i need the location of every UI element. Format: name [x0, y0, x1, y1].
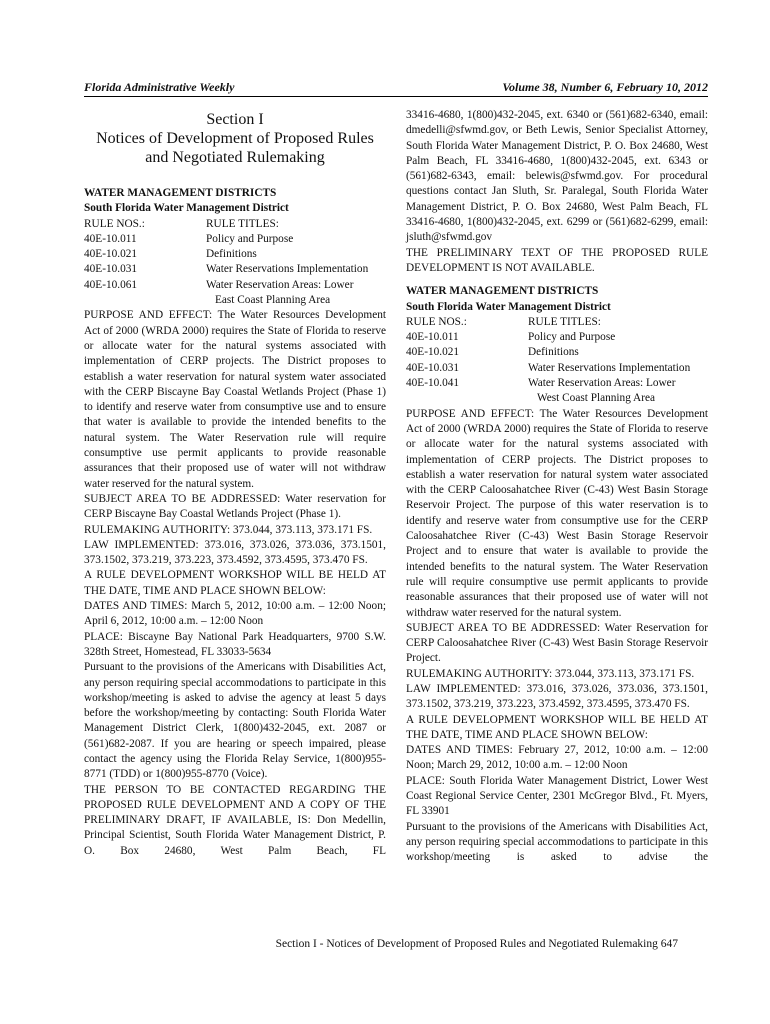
rule-number: 40E-10.041 — [406, 377, 460, 390]
rule-title: Water Reservation Areas: Lower — [528, 377, 676, 390]
page-number: 647 — [660, 938, 678, 950]
subject-area: SUBJECT AREA TO BE ADDRESSED: Water Reservation for CERP Caloosahatchee River (C-43) West Basin Storage Reservoir Project. — [406, 621, 708, 665]
rule-row — [84, 247, 386, 262]
rule-number: 40E-10.011 — [84, 232, 137, 245]
rule-row — [84, 262, 386, 277]
district-name: South Florida Water Management District — [406, 300, 611, 313]
rule-number: 40E-10.011 — [406, 331, 459, 344]
left-column — [84, 108, 386, 859]
rule-number: 40E-10.031 — [406, 361, 460, 374]
page-footer — [276, 938, 678, 950]
rule-header-row — [406, 315, 708, 330]
purpose-and-effect: PURPOSE AND EFFECT: The Water Resources Development Act of 2000 (WRDA 2000) requires the State of Florida to reserve or allocate water for the natural systems associated with implementation of CERP projects. The District proposes to establish a water reservation for natural system water associated with the CERP Biscayne Bay Coastal Wetlands Project (Phase 1) to identify and reserve water from consumptive use and to ensure that water is available to provide the intended benefits to the natural system. The Water Reservation rule will require consumptive use permit applicants to provide reasonable assurances that their proposed use of water will not withdraw water reserved for the natural system. — [84, 309, 386, 490]
rule-nos-label: RULE NOS.: — [406, 315, 467, 328]
rule-title: Policy and Purpose — [206, 232, 294, 245]
law-implemented: LAW IMPLEMENTED: 373.016, 373.026, 373.036, 373.1501, 373.1502, 373.219, 373.223, 373.4592, 373.4595, 373.470 FS. — [406, 682, 708, 711]
rule-title: Water Reservations Implementation — [206, 263, 369, 276]
section-title-line: and Negotiated Rulemaking — [145, 149, 325, 166]
contact-person: THE PERSON TO BE CONTACTED REGARDING THE PROPOSED RULE DEVELOPMENT AND A COPY OF THE PRELIMINARY DRAFT, IF AVAILABLE, IS: Don Medellin, Principal Scientist, South Florida Water Management District, P. O. Box 24680, West Palm Beach, FL — [84, 783, 386, 857]
rule-title: Water Reservation Areas: Lower — [206, 278, 354, 291]
district-name: South Florida Water Management District — [84, 202, 289, 215]
footer-section-text: Section I - Notices of Development of Proposed Rules and Negotiated Rulemaking — [275, 938, 658, 950]
publication-name: Florida Administrative Weekly — [84, 80, 235, 94]
rule-row — [406, 345, 708, 360]
rulemaking-authority: RULEMAKING AUTHORITY: 373.044, 373.113, 373.171 FS. — [84, 523, 373, 536]
rule-row — [406, 376, 708, 391]
running-header — [84, 80, 708, 97]
rule-titles-label: RULE TITLES: — [206, 217, 279, 230]
dates-and-times: DATES AND TIMES: March 5, 2012, 10:00 a.m. – 12:00 Noon; April 6, 2012, 10:00 a.m. – 12:00 Noon — [84, 600, 386, 628]
rule-nos-label: RULE NOS.: — [84, 217, 145, 230]
workshop-notice: A RULE DEVELOPMENT WORKSHOP WILL BE HELD AT THE DATE, TIME AND PLACE SHOWN BELOW: — [84, 569, 386, 597]
rule-title-continuation: East Coast Planning Area — [215, 294, 331, 307]
contact-continued: 33416-4680, 1(800)432-2045, ext. 6340 or (561)682-6340, email: dmedelli@sfwmd.gov, or Beth Lewis, Senior Specialist Attorney, South Florida Water Management District, P. O. Box 24680, West Palm Beach, FL 33416-4680, 1(800)432-2045, ext. 6343 or (561)682-6343, email: belewis@sfwmd.gov. For procedural questions contact Jan Sluth, Sr. Paralegal, South Florida Water Management District, P. O. Box 24680, West Palm Beach, FL 33416-4680, 1(800)432-2045, ext. 6299 or (561)682-6299, email: jsluth@sfwmd.gov — [406, 109, 708, 244]
dates-and-times: DATES AND TIMES: February 27, 2012, 10:00 a.m. – 12:00 Noon; March 29, 2012, 10:00 a.m. – 12:00 Noon — [406, 744, 708, 772]
rulemaking-authority: RULEMAKING AUTHORITY: 373.044, 373.113, 373.171 FS. — [406, 667, 695, 680]
section-title-line: Notices of Development of Proposed Rules — [96, 130, 374, 147]
right-column — [406, 108, 708, 866]
purpose-and-effect: PURPOSE AND EFFECT: The Water Resources Development Act of 2000 (WRDA 2000) requires the State of Florida to reserve or allocate water for the natural systems associated with implementation of CERP projects. The District proposes to establish a water reservation for natural system water associated with the CERP Caloosahatchee River (C-43) West Basin Storage Reservoir Project. The purpose of this water reservation is to identify and reserve water from consumptive use for the CERP Caloosahatchee River (C-43) West Basin Storage Reservoir Project and to ensure that water is available to provide the intended benefits to the natural system. The Water Reservation rule will require consumptive use permit applicants to provide reasonable assurances that their proposed use of water will not withdraw water reserved for the natural system. — [406, 407, 708, 619]
volume-info: Volume 38, Number 6, February 10, 2012 — [502, 80, 708, 94]
rule-titles-label: RULE TITLES: — [528, 315, 601, 328]
agency-heading: WATER MANAGEMENT DISTRICTS — [84, 187, 277, 199]
rule-row — [84, 278, 386, 293]
rule-row — [406, 330, 708, 345]
place: PLACE: Biscayne Bay National Park Headquarters, 9700 S.W. 328th Street, Homestead, FL 33033-5634 — [84, 630, 386, 658]
law-implemented: LAW IMPLEMENTED: 373.016, 373.026, 373.036, 373.1501, 373.1502, 373.219, 373.223, 373.4592, 373.4595, 373.470 FS. — [84, 538, 386, 567]
ada-notice: Pursuant to the provisions of the Americans with Disabilities Act, any person requiring special accommodations to participate in this workshop/meeting is asked to advise the — [406, 820, 708, 864]
section-title — [84, 110, 386, 167]
subject-area: SUBJECT AREA TO BE ADDRESSED: Water reservation for CERP Biscayne Bay Coastal Wetlands Project (Phase 1). — [84, 492, 386, 521]
preliminary-text-notice: THE PRELIMINARY TEXT OF THE PROPOSED RULE DEVELOPMENT IS NOT AVAILABLE. — [406, 246, 708, 274]
agency-heading: WATER MANAGEMENT DISTRICTS — [406, 285, 599, 298]
rule-number: 40E-10.021 — [406, 346, 460, 359]
place: PLACE: South Florida Water Management District, Lower West Coast Regional Service Center, 2301 McGregor Blvd., Ft. Myers, FL 33901 — [406, 774, 708, 818]
workshop-notice: A RULE DEVELOPMENT WORKSHOP WILL BE HELD AT THE DATE, TIME AND PLACE SHOWN BELOW: — [406, 713, 708, 741]
rule-number: 40E-10.021 — [84, 248, 138, 261]
rule-title-continuation: West Coast Planning Area — [537, 392, 656, 405]
rule-header-row — [84, 217, 386, 232]
rule-row — [84, 232, 386, 247]
rule-number: 40E-10.061 — [84, 278, 138, 291]
rule-title: Definitions — [206, 248, 257, 261]
rule-title: Definitions — [528, 346, 579, 359]
section-title-line: Section I — [206, 111, 264, 128]
rule-title: Water Reservations Implementation — [528, 361, 691, 374]
ada-notice: Pursuant to the provisions of the Americans with Disabilities Act, any person requiring special accommodations to participate in this workshop/meeting is asked to advise the agency at least 5 days before the workshop/meeting by contacting: South Florida Water Management District Clerk, 1(800)432-2045, ext. 2087 or (561)682-2087. If you are hearing or speech impaired, please contact the agency using the Florida Relay Service, 1(800)955-8771 (TDD) or 1(800)955-8770 (Voice). — [84, 661, 386, 781]
rule-title: Policy and Purpose — [528, 331, 616, 344]
rule-row — [406, 361, 708, 376]
rule-number: 40E-10.031 — [84, 263, 138, 276]
